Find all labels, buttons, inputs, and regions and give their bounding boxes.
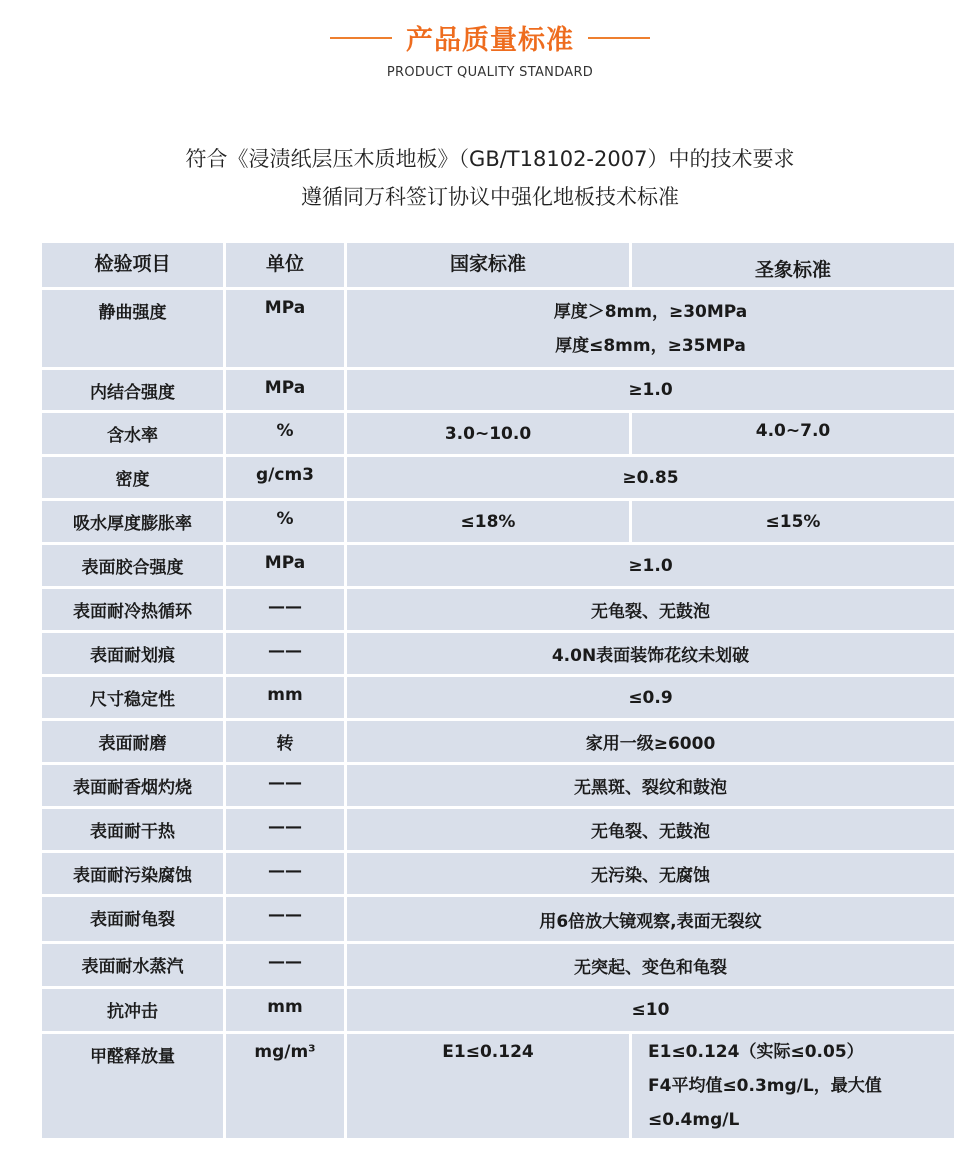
header-national: 国家标准 [347, 243, 629, 287]
intro-line-2: 遵循同万科签订协议中强化地板技术标准 [301, 185, 679, 209]
row-shengxiang: ≤15% [632, 501, 954, 542]
row-standard-merged: 4.0N表面装饰花纹未划破 [347, 633, 954, 674]
row-standard-merged: 用6倍放大镜观察,表面无裂纹 [347, 897, 954, 941]
row-unit: 转 [226, 721, 344, 762]
row-standard-merged: 无黑斑、裂纹和鼓泡 [347, 765, 954, 806]
table-row [42, 413, 954, 454]
row-standard-merged [347, 290, 954, 367]
row-standard-merged: 家用一级≥6000 [347, 721, 954, 762]
table-row [42, 989, 954, 1031]
row-unit: —— [226, 765, 344, 806]
header-shengxiang: 圣象标准 [632, 243, 954, 287]
table-row [42, 1034, 954, 1138]
intro-line-1: 符合《浸渍纸层压木质地板》（GB/T18102-2007）中的技术要求 [185, 147, 795, 171]
header-item: 检验项目 [42, 243, 223, 287]
row-unit: g/cm3 [226, 457, 344, 498]
table-row [42, 290, 954, 367]
intro-text [0, 140, 980, 216]
table-row [42, 457, 954, 498]
row-item: 表面耐划痕 [42, 633, 223, 674]
row-item: 表面耐污染腐蚀 [42, 853, 223, 894]
table-row [42, 765, 954, 806]
row-item: 表面耐龟裂 [42, 897, 223, 941]
row-item: 密度 [42, 457, 223, 498]
standard-line: 厚度≤8mm，≥35MPa [555, 335, 746, 356]
row-unit: —— [226, 589, 344, 630]
row-unit: mm [226, 989, 344, 1031]
standard-line: 厚度＞8mm，≥30MPa [553, 301, 748, 322]
row-item: 抗冲击 [42, 989, 223, 1031]
row-unit: % [226, 501, 344, 542]
quality-standards-table [42, 243, 954, 1141]
row-standard-merged: 无突起、变色和龟裂 [347, 944, 954, 986]
row-item: 表面耐水蒸汽 [42, 944, 223, 986]
row-item: 内结合强度 [42, 370, 223, 410]
row-standard-merged: 无龟裂、无鼓泡 [347, 589, 954, 630]
table-row [42, 897, 954, 941]
row-unit: % [226, 413, 344, 454]
row-unit: —— [226, 633, 344, 674]
row-standard-merged: ≥1.0 [347, 370, 954, 410]
table-row [42, 677, 954, 718]
row-item: 表面胶合强度 [42, 545, 223, 586]
table-header-row [42, 243, 954, 287]
table-row [42, 589, 954, 630]
table-row [42, 545, 954, 586]
row-standard-merged: ≥0.85 [347, 457, 954, 498]
row-item: 表面耐磨 [42, 721, 223, 762]
row-unit: —— [226, 853, 344, 894]
table-row [42, 633, 954, 674]
standard-line: E1≤0.124（实际≤0.05） [648, 1042, 864, 1062]
row-item: 表面耐冷热循环 [42, 589, 223, 630]
header-left-line [330, 37, 392, 39]
row-national: ≤18% [347, 501, 629, 542]
row-unit: —— [226, 897, 344, 941]
row-unit: MPa [226, 545, 344, 586]
section-title: 产品质量标准 [406, 25, 574, 56]
row-unit: —— [226, 944, 344, 986]
table-row [42, 370, 954, 410]
table-row [42, 809, 954, 850]
row-item: 表面耐香烟灼烧 [42, 765, 223, 806]
row-unit: mg/m³ [226, 1034, 344, 1138]
row-national: 3.0~10.0 [347, 413, 629, 454]
table-row [42, 853, 954, 894]
table-row [42, 944, 954, 986]
header-title-row [0, 18, 980, 57]
row-item: 静曲强度 [42, 290, 223, 367]
table-row [42, 501, 954, 542]
row-national: E1≤0.124 [347, 1034, 629, 1138]
row-unit: —— [226, 809, 344, 850]
row-item: 甲醛释放量 [42, 1034, 223, 1138]
standard-line: F4平均值≤0.3mg/L，最大值≤0.4mg/L [648, 1076, 882, 1130]
row-standard-merged: 无污染、无腐蚀 [347, 853, 954, 894]
row-shengxiang [632, 1034, 954, 1138]
section-subtitle: PRODUCT QUALITY STANDARD [386, 65, 594, 80]
header-unit: 单位 [226, 243, 344, 287]
row-item: 表面耐干热 [42, 809, 223, 850]
header-right-line [588, 37, 650, 39]
row-standard-merged: ≤10 [347, 989, 954, 1031]
row-item: 含水率 [42, 413, 223, 454]
row-unit: MPa [226, 370, 344, 410]
row-standard-merged: ≥1.0 [347, 545, 954, 586]
section-header [0, 18, 980, 80]
table-row [42, 721, 954, 762]
row-unit: mm [226, 677, 344, 718]
row-unit: MPa [226, 290, 344, 367]
row-shengxiang: 4.0~7.0 [632, 413, 954, 454]
row-standard-merged: 无龟裂、无鼓泡 [347, 809, 954, 850]
row-standard-merged: ≤0.9 [347, 677, 954, 718]
row-item: 尺寸稳定性 [42, 677, 223, 718]
row-item: 吸水厚度膨胀率 [42, 501, 223, 542]
